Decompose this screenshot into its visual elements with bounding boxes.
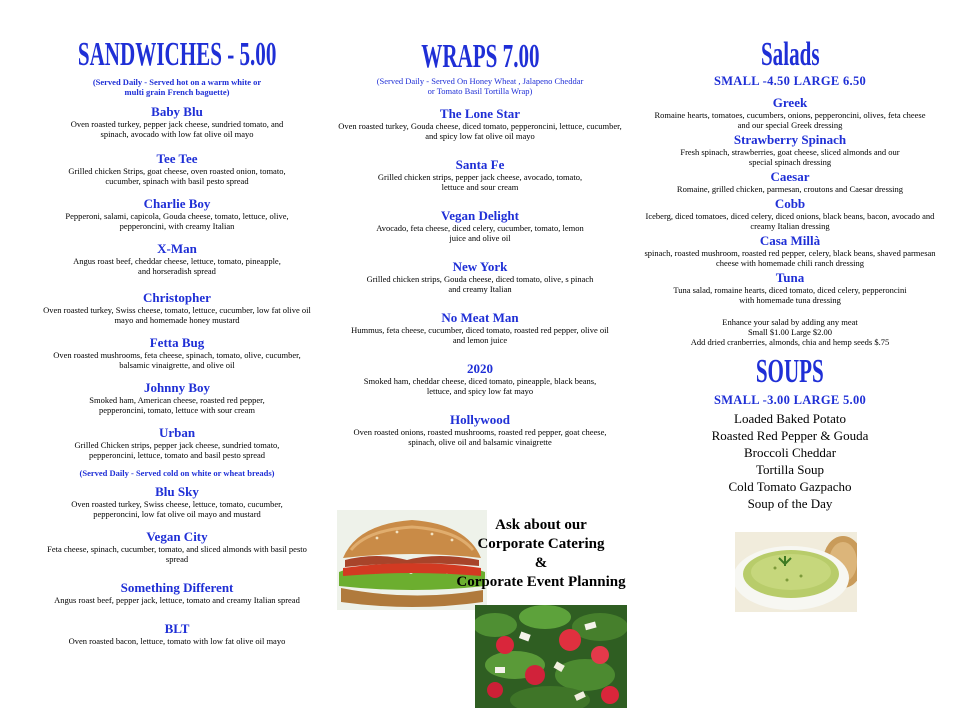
menu-item <box>332 157 628 192</box>
item-desc: Fresh spinach, strawberries, goat cheese, sliced almonds and our special spinach dressing <box>680 147 900 167</box>
item-name: Tee Tee <box>156 151 198 166</box>
item-name: Tuna <box>775 270 805 285</box>
item-desc: Angus roast beef, cheddar cheese, lettuce, tomato, pineapple, and horseradish spread <box>73 256 281 276</box>
soup-item: Roasted Red Pepper & Gouda <box>711 428 869 443</box>
cold-sandwiches-note: (Served Daily - Served cold on white or wheat breads) <box>79 468 275 478</box>
item-desc: Grilled chicken strips, Gouda cheese, diced tomato, olive, s pinach and creamy Italian <box>366 274 594 294</box>
item-name: X-Man <box>157 241 197 256</box>
item-desc: Oven roasted mushrooms, feta cheese, spinach, tomato, olive, cucumber, balsamic vinaigrette, and olive oil <box>53 350 301 370</box>
wraps-note: (Served Daily - Served On Honey Wheat , Jalapeno Cheddar or Tomato Basil Tortilla Wrap) <box>376 76 584 96</box>
item-name: Santa Fe <box>455 157 505 172</box>
menu-item <box>640 132 940 167</box>
item-name: Caesar <box>770 169 810 184</box>
menu-item <box>332 310 628 345</box>
menu-item <box>22 529 332 564</box>
item-desc: Romaine hearts, tomatoes, cucumbers, onions, pepperoncini, olives, feta cheese and our special Greek dressing <box>654 110 926 130</box>
menu-item <box>640 95 940 130</box>
item-desc: Tuna salad, romaine hearts, diced tomato, diced celery, pepperoncini with homemade tuna dressing <box>673 285 907 305</box>
salad-illustration <box>475 605 627 708</box>
item-name: Hollywood <box>450 412 510 427</box>
menu-item <box>22 196 332 231</box>
soup-item: Loaded Baked Potato <box>734 411 846 426</box>
item-name: Casa Millà <box>759 233 821 248</box>
item-name: 2020 <box>467 361 493 376</box>
item-name: Urban <box>158 425 196 440</box>
catering-line-4: Corporate Event Planning <box>456 574 626 590</box>
soup-illustration <box>735 532 857 612</box>
menu-item <box>22 380 332 415</box>
sandwiches-title-wrap <box>22 36 332 80</box>
item-desc: Romaine, grilled chicken, parmesan, croutons and Caesar dressing <box>676 184 904 194</box>
item-name: Johnny Boy <box>143 380 211 395</box>
enhance-line: Small $1.00 Large $2.00 <box>747 327 833 337</box>
item-name: Christopher <box>143 290 211 305</box>
item-name: Blu Sky <box>155 484 199 499</box>
catering-line-1: Ask about our <box>495 517 587 533</box>
menu-item <box>22 104 332 139</box>
item-name: New York <box>452 259 508 274</box>
menu-item <box>332 361 628 396</box>
menu-item <box>22 335 332 370</box>
menu-item <box>22 290 332 325</box>
menu-item <box>332 106 628 141</box>
item-name: Fetta Bug <box>149 335 205 350</box>
menu-item <box>640 169 940 194</box>
soup-image <box>735 532 857 612</box>
menu-item <box>640 233 940 268</box>
item-desc: Pepperoni, salami, capicola, Gouda cheese, tomato, lettuce, olive, pepperoncini, with creamy Italian <box>65 211 289 231</box>
item-desc: Grilled chicken Strips, goat cheese, oven roasted onion, tomato, cucumber, spinach with basil pesto spread <box>68 166 286 186</box>
menu-item <box>640 196 940 231</box>
item-desc: spinach, roasted mushroom, roasted red pepper, celery, black beans, shaved parmesan cheese with homemade chili ranch dressing <box>644 248 936 268</box>
item-name: Baby Blu <box>151 104 203 119</box>
soups-title-wrap <box>640 353 940 391</box>
item-desc: Feta cheese, spinach, cucumber, tomato, and sliced almonds with basil pesto spread <box>47 544 307 564</box>
menu-item <box>332 412 628 447</box>
menu-item <box>22 241 332 276</box>
salads-prices: SMALL -4.50 LARGE 6.50 <box>713 74 867 88</box>
item-desc: Grilled chicken strips, pepper jack cheese, avocado, tomato, lettuce and sour cream <box>377 172 583 192</box>
item-desc: Oven roasted bacon, lettuce, tomato with low fat olive oil mayo <box>68 636 286 646</box>
item-name: No Meat Man <box>441 310 519 325</box>
salad-image <box>475 605 627 708</box>
item-desc: Smoked ham, cheddar cheese, diced tomato, pineapple, black beans, lettuce, and spicy low fat mayo <box>363 376 597 396</box>
menu-item <box>22 580 332 605</box>
item-name: Cobb <box>774 196 806 211</box>
menu-item <box>22 151 332 186</box>
catering-line-2: Corporate Catering <box>477 536 605 552</box>
item-name: Greek <box>772 95 808 110</box>
wraps-title-wrap <box>332 38 628 76</box>
catering-promo <box>446 516 636 592</box>
wraps-title: WRAPS 7.00 <box>420 38 540 75</box>
catering-line-3: & <box>534 555 548 571</box>
wraps-section <box>332 0 628 447</box>
item-desc: Oven roasted turkey, pepper jack cheese, sundried tomato, and spinach, avocado with low fat olive oil mayo <box>70 119 284 139</box>
sandwiches-section <box>22 0 332 646</box>
item-name: Vegan City <box>146 529 208 544</box>
menu-item <box>22 425 332 460</box>
salad-enhancements <box>640 317 940 347</box>
item-desc: Grilled Chicken strips, pepper jack cheese, sundried tomato, pepperoncini, lettuce, tomato and basil pesto spread <box>74 440 280 460</box>
soups-title: SOUPS <box>756 353 824 390</box>
soups-list <box>640 410 940 512</box>
item-name: The Lone Star <box>439 106 521 121</box>
item-name: BLT <box>164 621 190 636</box>
item-desc: Angus roast beef, pepper jack, lettuce, tomato and creamy Italian spread <box>54 595 300 605</box>
enhance-line: Enhance your salad by adding any meat <box>722 317 858 327</box>
salads-title-wrap <box>640 36 940 74</box>
soup-item: Broccoli Cheddar <box>743 445 837 460</box>
soup-item: Soup of the Day <box>747 496 833 511</box>
item-desc: Avocado, feta cheese, diced celery, cucumber, tomato, lemon juice and olive oil <box>376 223 584 243</box>
salads-title: Salads <box>760 36 820 73</box>
item-desc: Oven roasted turkey, Gouda cheese, diced tomato, pepperoncini, lettuce, cucumber, and spicy low fat olive oil mayo <box>338 121 622 141</box>
menu-item <box>640 270 940 305</box>
item-desc: Oven roasted turkey, Swiss cheese, lettuce, tomato, cucumber, pepperoncini, low fat olive oil mayo and mustard <box>71 499 283 519</box>
enhance-line: Add dried cranberries, almonds, chia and hemp seeds $.75 <box>690 337 890 347</box>
item-desc: Oven roasted onions, roasted mushrooms, roasted red pepper, goat cheese, spinach, olive oil and balsamic vinaigrette <box>353 427 607 447</box>
menu-item <box>332 208 628 243</box>
item-name: Vegan Delight <box>441 208 519 223</box>
item-desc: Iceberg, diced tomatoes, diced celery, diced onions, black beans, bacon, avocado and creamy Italian dressing <box>645 211 935 231</box>
soups-prices: SMALL -3.00 LARGE 5.00 <box>713 393 867 407</box>
sandwiches-note: (Served Daily - Served hot on a warm white or multi grain French baguette) <box>92 77 262 97</box>
menu-item <box>22 484 332 519</box>
salads-soups-section <box>640 0 940 512</box>
menu-item <box>22 621 332 646</box>
item-desc: Hummus, feta cheese, cucumber, diced tomato, roasted red pepper, olive oil and lemon juice <box>351 325 609 345</box>
item-name: Something Different <box>120 580 234 595</box>
item-desc: Oven roasted turkey, Swiss cheese, tomato, lettuce, cucumber, low fat olive oil mayo and homemade honey mustard <box>43 305 311 325</box>
sandwiches-title: SANDWICHES - 5.00 <box>77 36 277 73</box>
menu-item <box>332 259 628 294</box>
soup-item: Cold Tomato Gazpacho <box>728 479 852 494</box>
item-name: Strawberry Spinach <box>733 132 847 147</box>
soup-item: Tortilla Soup <box>755 462 825 477</box>
item-name: Charlie Boy <box>143 196 211 211</box>
item-desc: Smoked ham, American cheese, roasted red pepper, pepperoncini, tomato, lettuce with sour cream <box>89 395 265 415</box>
